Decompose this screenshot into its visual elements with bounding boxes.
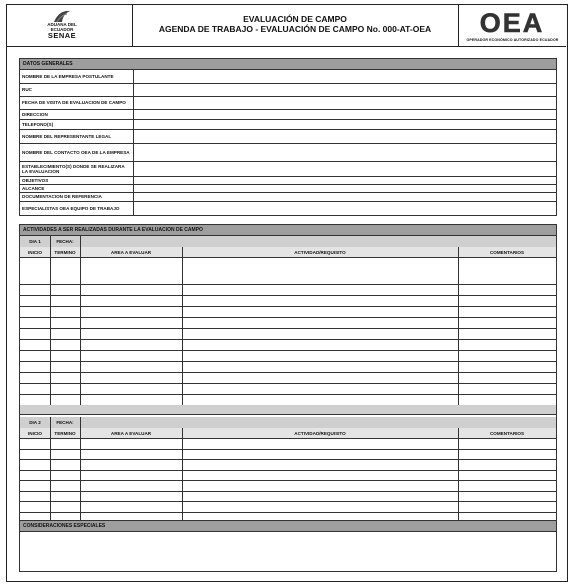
datos-row: [20, 70, 556, 84]
title-line2: AGENDA DE TRABAJO - EVALUACIÓN DE CAMPO No. 000-AT-OEA: [158, 24, 432, 34]
grid-line: [20, 339, 556, 340]
grid-line: [20, 438, 556, 439]
datos-field-label: OBJETIVOS: [20, 177, 134, 184]
day-row: [20, 236, 556, 247]
senae-wordmark: [40, 22, 84, 40]
grid-column-line: [50, 417, 51, 522]
datos-row: [20, 144, 556, 162]
day-label: DIA 2: [29, 420, 41, 425]
datos-generales-title: DATOS GENERALES: [20, 59, 556, 70]
oea-logo-mark-icon: [471, 8, 553, 36]
oea-logo-text: OEA: [479, 8, 545, 36]
datos-row: [20, 84, 556, 97]
form-title: [132, 5, 459, 46]
datos-row: [20, 193, 556, 202]
grid-line: [20, 372, 556, 373]
fecha-label: FECHA:: [56, 239, 74, 244]
column-header: INICIO: [27, 250, 43, 255]
grid-line: [20, 317, 556, 318]
consideraciones-title: CONSIDERACIONES ESPECIALES: [20, 521, 556, 532]
grid-line: [20, 383, 556, 384]
actividades-table: [20, 236, 556, 522]
datos-field-label: ESPECIALISTAS OEA EQUIPO DE TRABAJO: [20, 202, 134, 215]
datos-field-value[interactable]: [134, 84, 556, 96]
datos-field-label: DIRECCION: [20, 110, 134, 119]
datos-field-value[interactable]: [134, 162, 556, 176]
column-header: TERMINO: [54, 250, 76, 255]
evaluation-form: [6, 4, 568, 582]
grid-line: [20, 394, 556, 395]
datos-field-value[interactable]: [134, 193, 556, 201]
datos-field-value[interactable]: [134, 177, 556, 184]
senae-logo: [7, 5, 133, 46]
grid-line: [20, 361, 556, 362]
grid-line: [20, 501, 556, 502]
grid-column-line: [80, 236, 81, 405]
datos-field-label: NOMBRE DEL CONTACTO OEA DE LA EMPRESA: [20, 144, 134, 161]
oea-tagline: OPERADOR ECONÓMICO AUTORIZADO ECUADOR: [466, 38, 559, 42]
day-row: [20, 417, 556, 428]
actividades-title: ACTIVIDADES A SER REALIZADAS DURANTE LA EVALUACION DE CAMPO: [20, 225, 556, 236]
datos-field-label: FECHA DE VISITA DE EVALUACION DE CAMPO: [20, 97, 134, 109]
grid-line: [20, 284, 556, 285]
datos-field-value[interactable]: [134, 120, 556, 129]
fecha-label: FECHA:: [56, 420, 74, 425]
grid-line: [20, 328, 556, 329]
actividades-section: [19, 224, 557, 522]
column-header: COMENTARIOS: [489, 250, 525, 255]
grid-line: [20, 350, 556, 351]
datos-row: [20, 97, 556, 110]
column-header: AREA A EVALUAR: [110, 431, 152, 436]
day-label: DIA 1: [29, 239, 41, 244]
grid-line: [20, 491, 556, 492]
datos-field-value[interactable]: [134, 144, 556, 161]
grid-column-line: [182, 247, 183, 405]
column-header: ACTIVIDAD/REQUISITO: [294, 431, 346, 436]
grid-line: [20, 414, 556, 415]
datos-field-label: NOMBRE DEL REPRESENTANTE LEGAL: [20, 130, 134, 143]
column-header: COMENTARIOS: [489, 431, 525, 436]
grid-column-line: [50, 236, 51, 405]
column-header: TERMINO: [54, 431, 76, 436]
datos-row: [20, 185, 556, 193]
datos-field-value[interactable]: [134, 185, 556, 192]
datos-generales-section: [19, 58, 557, 216]
datos-field-value[interactable]: [134, 110, 556, 119]
grid-line: [20, 480, 556, 481]
datos-field-label: ESTABLECIMIENTO(S) DONDE SE REALIZARA LA EVALUACION: [20, 162, 134, 176]
senae-line2: ECUADOR: [50, 27, 74, 32]
title-line1: EVALUACIÓN DE CAMPO: [243, 14, 347, 24]
datos-field-label: ALCANCE: [20, 185, 134, 192]
grid-column-line: [182, 428, 183, 522]
column-header: ACTIVIDAD/REQUISITO: [294, 250, 346, 255]
grid-line: [20, 459, 556, 460]
datos-row: [20, 120, 556, 130]
datos-row: [20, 110, 556, 120]
datos-field-label: RUC: [20, 84, 134, 96]
grid-column-line: [458, 247, 459, 405]
datos-field-value[interactable]: [134, 130, 556, 143]
consideraciones-section: [19, 520, 557, 572]
senae-line1: ADUANA DEL: [47, 22, 77, 27]
datos-row: [20, 177, 556, 185]
grid-line: [20, 512, 556, 513]
datos-row: [20, 202, 556, 215]
section-gap: [20, 405, 556, 414]
grid-line: [20, 306, 556, 307]
grid-line: [20, 470, 556, 471]
datos-field-value[interactable]: [134, 97, 556, 109]
grid-line: [20, 257, 556, 258]
datos-field-value[interactable]: [134, 70, 556, 83]
oea-logo: [459, 5, 566, 46]
datos-field-label: NOMBRE DE LA EMPRESA POSTULANTE: [20, 70, 134, 83]
grid-line: [20, 449, 556, 450]
datos-row: [20, 130, 556, 144]
column-header: INICIO: [27, 431, 43, 436]
datos-field-label: DOCUMENTACION DE REFERENCIA: [20, 193, 134, 201]
datos-generales-table: [20, 70, 556, 215]
column-header: AREA A EVALUAR: [110, 250, 152, 255]
datos-field-value[interactable]: [134, 202, 556, 215]
grid-line: [20, 295, 556, 296]
datos-row: [20, 162, 556, 177]
grid-column-line: [80, 417, 81, 522]
form-header: [7, 5, 566, 47]
datos-field-label: TELEFONO(S): [20, 120, 134, 129]
grid-column-line: [458, 428, 459, 522]
senae-line3: SENAE: [47, 31, 77, 40]
